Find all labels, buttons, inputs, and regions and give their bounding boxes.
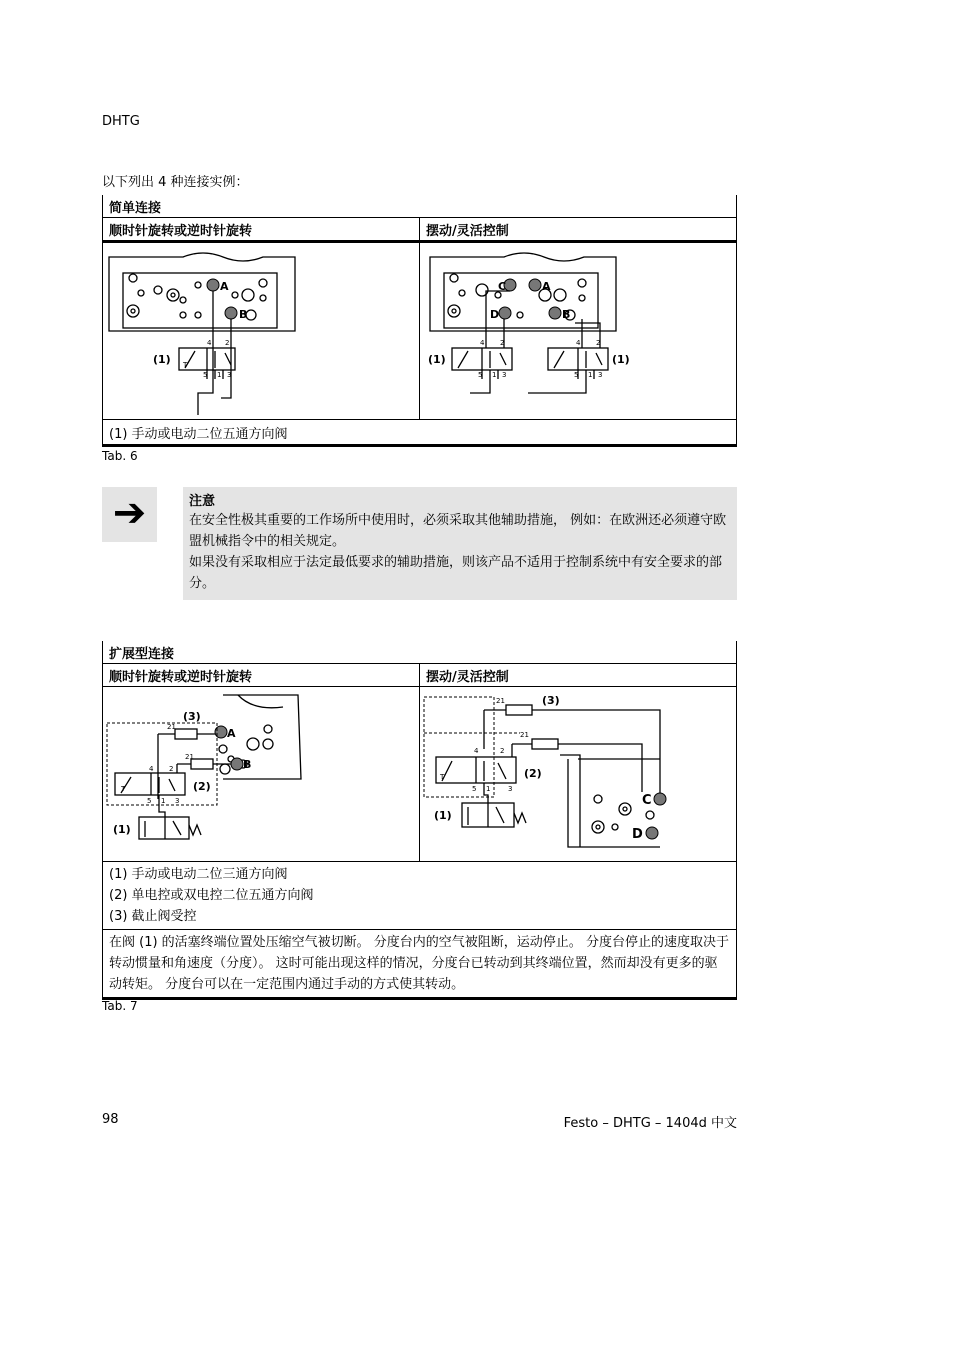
pin-t-label: T xyxy=(121,785,126,793)
table7-diagram-right xyxy=(420,687,737,862)
legend-item: (2) 单电控或双电控二位五通方向阀 xyxy=(109,888,314,903)
port-a-label: A xyxy=(227,727,236,740)
note-icon-box xyxy=(102,487,157,542)
pin-4-label: 4 xyxy=(576,339,581,347)
pin-t-label: T xyxy=(440,773,445,781)
table6-caption: Tab. 6 xyxy=(102,449,138,463)
port-b-label: B xyxy=(243,758,252,771)
port-d-label: D xyxy=(490,308,500,321)
port-c-label: C xyxy=(498,280,507,293)
pin-4-label: 4 xyxy=(149,765,154,773)
simple-connection-diagram-rotation xyxy=(103,243,419,415)
table7-title: 扩展型连接 xyxy=(103,641,737,664)
pin-4-label: 4 xyxy=(480,339,485,347)
table7-col2-header: 摆动/灵活控制 xyxy=(420,664,737,687)
pin-21-label: 21 xyxy=(496,697,505,705)
pin-2-label: 2 xyxy=(500,747,505,755)
port-b-label: B xyxy=(562,308,571,321)
pin-21-label: 21 xyxy=(185,753,194,761)
note-text xyxy=(189,510,729,594)
valve-2-label: (2) xyxy=(524,767,542,780)
pin-5-label: 5 xyxy=(203,371,208,379)
pin-1-label: 1 xyxy=(161,797,166,805)
port-a-label: A xyxy=(220,280,229,293)
valve-3-label: (3) xyxy=(542,694,560,707)
pin-3-label: 3 xyxy=(598,371,603,379)
pin-t-label: T xyxy=(183,361,188,369)
pin-3-label: 3 xyxy=(175,797,180,805)
table-6 xyxy=(102,195,737,447)
pin-2-label: 2 xyxy=(500,339,505,347)
intro-text: 以下列出 4 种连接实例： xyxy=(102,175,249,190)
pin-3-label: 3 xyxy=(227,371,232,379)
table6-diagram-left xyxy=(103,242,420,420)
pin-2-label: 2 xyxy=(225,339,230,347)
valve-2-label: (2) xyxy=(193,780,211,793)
valve-1-right-label: (1) xyxy=(612,353,630,366)
table6-diagram-right xyxy=(420,242,737,420)
note-line-2: 如果没有采取相应于法定最低要求的辅助措施，则该产品不适用于控制系统中有安全要求的部分。 xyxy=(189,555,723,591)
pin-4-label: 4 xyxy=(474,747,479,755)
extended-connection-diagram-rotation xyxy=(103,687,419,857)
pin-2-label: 2 xyxy=(596,339,601,347)
valve-1-label: (1) xyxy=(153,353,171,366)
pin-3-label: 3 xyxy=(502,371,507,379)
header-product: DHTG xyxy=(102,114,140,129)
pin-5-label: 5 xyxy=(472,785,477,793)
arrow-right-icon: ➔ xyxy=(112,490,147,536)
legend-item: (1) 手动或电动二位三通方向阀 xyxy=(109,867,288,882)
table7-legend xyxy=(103,862,737,930)
table7-caption: Tab. 7 xyxy=(102,999,138,1013)
valve-1-left-label: (1) xyxy=(428,353,446,366)
table7-description: 在阀 (1) 的活塞终端位置处压缩空气被切断。 分度台内的空气被阻断，运动停止。 分度台停止的速度取决于转动惯量和角速度（分度）。 这时可能出现这样的情况，分度台已转动到其终端位置，然而却没有更多的驱动转矩。 分度台可以在一定范围内通过手动的方式使其转动。 xyxy=(103,930,737,999)
pin-5-label: 5 xyxy=(574,371,579,379)
port-c-label: C xyxy=(642,793,652,808)
note-line-1: 在安全性极其重要的工作场所中使用时，必须采取其他辅助措施， 例如：在欧洲还必须遵守欧盟机械指令中的相关规定。 xyxy=(189,513,727,549)
pin-1-label: 1 xyxy=(217,371,222,379)
pin-21-label: 21 xyxy=(167,723,176,731)
pin-4-label: 4 xyxy=(207,339,212,347)
pin-1-label: 1 xyxy=(588,371,593,379)
table7-col1-header: 顺时针旋转或逆时针旋转 xyxy=(103,664,420,687)
pin-1-label: 1 xyxy=(492,371,497,379)
valve-1-label: (1) xyxy=(113,823,131,836)
table6-legend: (1) 手动或电动二位五通方向阀 xyxy=(103,420,737,446)
pin-5-label: 5 xyxy=(478,371,483,379)
simple-connection-diagram-swivel xyxy=(420,243,736,415)
port-a-label: A xyxy=(542,280,551,293)
table7-diagram-left xyxy=(103,687,420,862)
pin-21-label: 21 xyxy=(520,731,529,739)
table6-col1-header: 顺时针旋转或逆时针旋转 xyxy=(103,218,420,242)
pin-3-label: 3 xyxy=(508,785,513,793)
pin-5-label: 5 xyxy=(147,797,152,805)
table6-title: 简单连接 xyxy=(103,195,737,218)
legend-item: (3) 截止阀受控 xyxy=(109,909,197,924)
valve-3-label: (3) xyxy=(183,710,201,723)
footer-doc-id: Festo – DHTG – 1404d 中文 xyxy=(563,1116,737,1131)
note-title: 注意 xyxy=(189,494,216,509)
port-d-label: D xyxy=(632,827,643,842)
extended-connection-diagram-swivel xyxy=(420,687,736,857)
port-b-label: B xyxy=(239,308,248,321)
valve-1-label: (1) xyxy=(434,809,452,822)
page-number: 98 xyxy=(102,1112,119,1127)
table-7 xyxy=(102,641,737,1000)
pin-1-label: 1 xyxy=(486,785,491,793)
table6-col2-header: 摆动/灵活控制 xyxy=(420,218,737,242)
pin-2-label: 2 xyxy=(169,765,174,773)
